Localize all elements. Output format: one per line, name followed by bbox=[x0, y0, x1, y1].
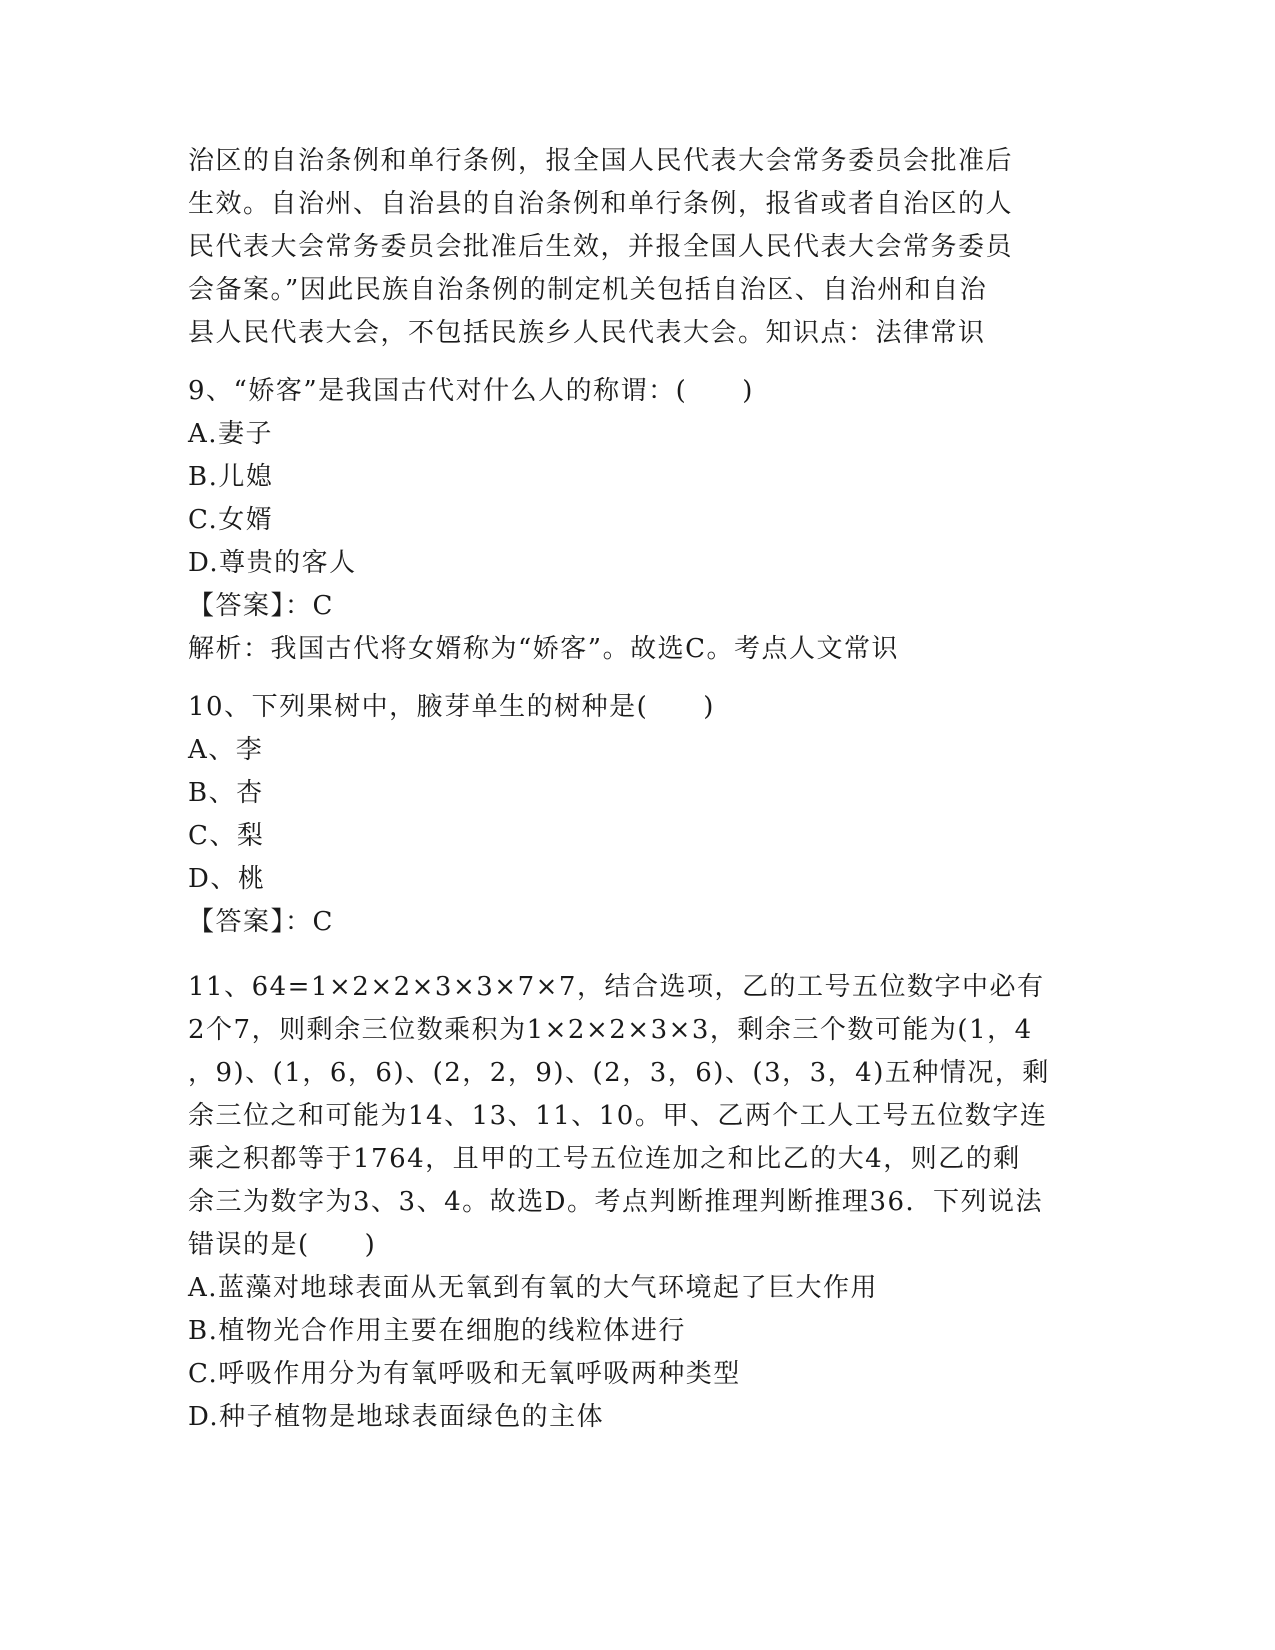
document-page bbox=[188, 140, 1088, 1439]
question-text-line: 11、64=1×2×2×3×3×7×7，结合选项，乙的工号五位数字中必有 bbox=[188, 972, 1045, 1002]
option-c: C.呼吸作用分为有氧呼吸和无氧呼吸两种类型 bbox=[188, 1359, 741, 1389]
intro-line: 民代表大会常务委员会批准后生效，并报全国人民代表大会常务委员 bbox=[188, 232, 1014, 262]
question-text-line: 乘之积都等于1764，且甲的工号五位连加之和比乙的大4，则乙的剩 bbox=[188, 1144, 1021, 1174]
option-a: A.妻子 bbox=[188, 419, 274, 449]
option-d: D、桃 bbox=[188, 864, 266, 894]
question-11 bbox=[188, 966, 1088, 1439]
question-text-line: 余三位之和可能为14、13、11、10。甲、乙两个工人工号五位数字连 bbox=[188, 1101, 1048, 1131]
analysis-line: 解析：我国古代将女婿称为“娇客”。故选C。考点人文常识 bbox=[188, 634, 899, 664]
question-text-line: 2个7，则剩余三位数乘积为1×2×2×3×3，剩余三个数可能为(1，4 bbox=[188, 1015, 1033, 1045]
answer-line: 【答案】：C bbox=[188, 907, 334, 937]
intro-line: 生效。自治州、自治县的自治条例和单行条例，报省或者自治区的人 bbox=[188, 189, 1014, 219]
question-text-line: ，9)、(1，6，6)、(2，2，9)、(2，3，6)、(3，3，4)五种情况，剩 bbox=[188, 1058, 1050, 1088]
intro-paragraph bbox=[188, 140, 1088, 355]
question-text-line: 错误的是( ) bbox=[188, 1230, 377, 1260]
option-a: A.蓝藻对地球表面从无氧到有氧的大气环境起了巨大作用 bbox=[188, 1273, 879, 1303]
option-c: C.女婿 bbox=[188, 505, 274, 535]
intro-line: 治区的自治条例和单行条例，报全国人民代表大会常务委员会批准后 bbox=[188, 146, 1014, 176]
question-9 bbox=[188, 370, 1088, 671]
option-a: A、李 bbox=[188, 735, 264, 765]
question-text: 10、下列果树中，腋芽单生的树种是( ) bbox=[188, 692, 715, 722]
option-b: B.儿媳 bbox=[188, 462, 274, 492]
option-b: B、杏 bbox=[188, 778, 264, 808]
intro-line: 县人民代表大会，不包括民族乡人民代表大会。知识点：法律常识 bbox=[188, 318, 986, 348]
option-d: D.种子植物是地球表面绿色的主体 bbox=[188, 1402, 605, 1432]
intro-line: 会备案。”因此民族自治条例的制定机关包括自治区、自治州和自治 bbox=[188, 275, 988, 305]
option-c: C、梨 bbox=[188, 821, 265, 851]
option-d: D.尊贵的客人 bbox=[188, 548, 357, 578]
answer-line: 【答案】：C bbox=[188, 591, 334, 621]
question-10 bbox=[188, 686, 1088, 944]
question-text: 9、“娇客”是我国古代对什么人的称谓：( ) bbox=[188, 376, 754, 406]
question-text-line: 余三为数字为3、3、4。故选D。考点判断推理判断推理36．下列说法 bbox=[188, 1187, 1044, 1217]
option-b: B.植物光合作用主要在细胞的线粒体进行 bbox=[188, 1316, 686, 1346]
